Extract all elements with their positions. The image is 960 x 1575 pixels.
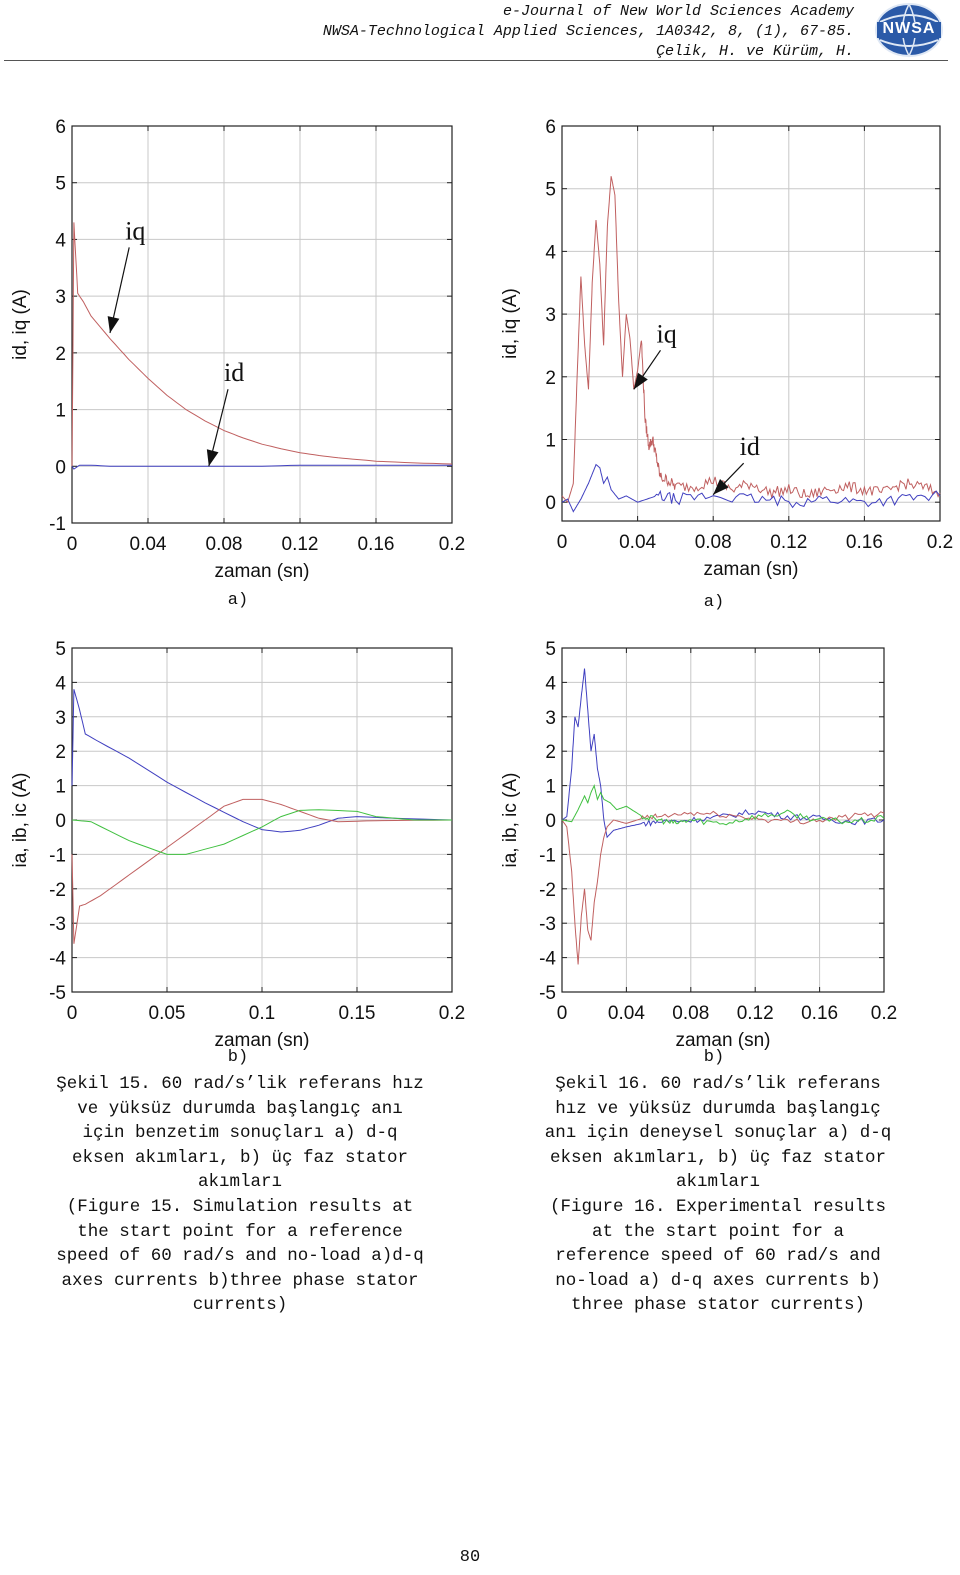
- y-tick-label: 3: [545, 305, 556, 327]
- y-axis-label: id, iq (A): [10, 289, 31, 360]
- annotation-id: id: [739, 432, 760, 462]
- header-journal-name: e-Journal of New World Sciences Academy: [502, 3, 854, 20]
- y-tick-label: -5: [539, 983, 556, 1004]
- y-tick-label: 3: [55, 707, 66, 729]
- x-tick-label: 0.12: [736, 1003, 774, 1024]
- x-tick-label: 0: [556, 532, 568, 553]
- y-tick-label: -2: [539, 879, 556, 901]
- y-tick-label: 3: [55, 287, 66, 309]
- x-tick-label: 0.2: [926, 532, 954, 553]
- y-tick-label: 2: [55, 742, 66, 764]
- y-tick-label: -1: [539, 845, 556, 867]
- x-axis-label: zaman (sn): [703, 559, 799, 580]
- y-tick-label: 1: [545, 776, 556, 798]
- x-axis-label: zaman (sn): [214, 1030, 310, 1051]
- x-tick-label: 0: [556, 1003, 568, 1024]
- caption-figure-15: Şekil 15. 60 rad/s’lik referans hız ve yüksüz durumda başlangıç anı için benzetim sonuçları a) d-q eksen akımları, b) üç faz stator akımları (Figure 15. Simulation results at the start point for a reference speed of 60 rad/s and no-load a)d-q axes currents b)three phase stator currents): [56, 1074, 424, 1316]
- x-tick-label: 0: [66, 534, 78, 555]
- x-tick-label: 0.16: [845, 532, 883, 553]
- y-tick-label: -4: [49, 948, 66, 970]
- y-tick-label: 4: [55, 230, 66, 252]
- x-tick-label: 0.08: [672, 1003, 710, 1024]
- x-tick-label: 0.2: [438, 1003, 466, 1024]
- y-tick-label: 5: [545, 639, 556, 660]
- y-tick-label: 0: [55, 811, 66, 832]
- page-number: 80: [459, 1548, 481, 1567]
- annotation-iq: iq: [125, 216, 146, 246]
- y-tick-label: 2: [545, 742, 556, 764]
- annotation-id: id: [224, 358, 245, 388]
- header-authors: Çelik, H. ve Kürüm, H.: [655, 43, 854, 60]
- x-tick-label: 0.2: [870, 1003, 898, 1024]
- y-tick-label: 4: [545, 242, 556, 264]
- x-tick-label: 0.2: [438, 534, 466, 555]
- y-tick-label: -2: [49, 879, 66, 901]
- sublabel-15b: b): [227, 1048, 249, 1067]
- series-blue-line: [562, 669, 884, 838]
- y-tick-label: 5: [55, 639, 66, 660]
- x-tick-label: 0.05: [148, 1003, 186, 1024]
- y-tick-label: 1: [55, 400, 66, 422]
- x-tick-label: 0.16: [801, 1003, 839, 1024]
- x-tick-label: 0.08: [205, 534, 243, 555]
- y-tick-label: -1: [49, 845, 66, 867]
- x-tick-label: 0.08: [694, 532, 732, 553]
- y-tick-label: 0: [55, 457, 66, 479]
- y-tick-label: 1: [545, 430, 556, 452]
- caption-figure-16: Şekil 16. 60 rad/s’lik referans hız ve yüksüz durumda başlangıç anı için deneysel sonuçlar a) d-q eksen akımları, b) üç faz stator akımları (Figure 16. Experimental results at the start point for a reference speed of 60 rad/s and no-load a) d-q axes currents b) three phase stator currents): [544, 1074, 892, 1316]
- sublabel-16a: a): [703, 593, 725, 612]
- y-tick-label: 5: [545, 179, 556, 201]
- y-tick-label: -5: [49, 983, 66, 1004]
- x-tick-label: 0.16: [357, 534, 395, 555]
- x-axis-label: zaman (sn): [675, 1030, 771, 1051]
- y-tick-label: -4: [539, 948, 556, 970]
- y-tick-label: 4: [545, 673, 556, 695]
- y-axis-label: id, iq (A): [500, 288, 521, 359]
- x-tick-label: 0.04: [619, 532, 657, 553]
- series-green-line: [562, 786, 884, 825]
- x-tick-label: 0.12: [281, 534, 319, 555]
- y-tick-label: 3: [545, 707, 556, 729]
- x-tick-label: 0.15: [338, 1003, 376, 1024]
- y-tick-label: 2: [545, 367, 556, 389]
- y-axis-label: ia, ib, ic (A): [10, 772, 31, 868]
- sublabel-15a: a): [227, 591, 249, 610]
- y-tick-label: 0: [545, 493, 556, 515]
- y-tick-label: 1: [55, 776, 66, 798]
- y-tick-label: 2: [55, 343, 66, 365]
- y-tick-label: 4: [55, 673, 66, 695]
- sublabel-16b: b): [703, 1048, 725, 1067]
- y-tick-label: 0: [545, 811, 556, 832]
- x-tick-label: 0.1: [248, 1003, 276, 1024]
- header-citation: NWSA-Technological Applied Sciences, 1A0342, 8, (1), 67-85.: [322, 23, 854, 40]
- y-tick-label: 6: [55, 117, 66, 138]
- y-axis-label: ia, ib, ic (A): [500, 772, 521, 868]
- y-tick-label: 6: [545, 117, 556, 138]
- x-tick-label: 0.04: [607, 1003, 645, 1024]
- y-tick-label: -3: [49, 914, 66, 936]
- annotation-iq: iq: [656, 319, 677, 349]
- x-tick-label: 0.04: [129, 534, 167, 555]
- y-tick-label: -1: [49, 514, 66, 535]
- x-tick-label: 0: [66, 1003, 78, 1024]
- x-tick-label: 0.12: [770, 532, 808, 553]
- logo-lettering: NWSA: [882, 20, 936, 37]
- x-axis-label: zaman (sn): [214, 561, 310, 582]
- y-tick-label: 5: [55, 173, 66, 195]
- y-tick-label: -3: [539, 914, 556, 936]
